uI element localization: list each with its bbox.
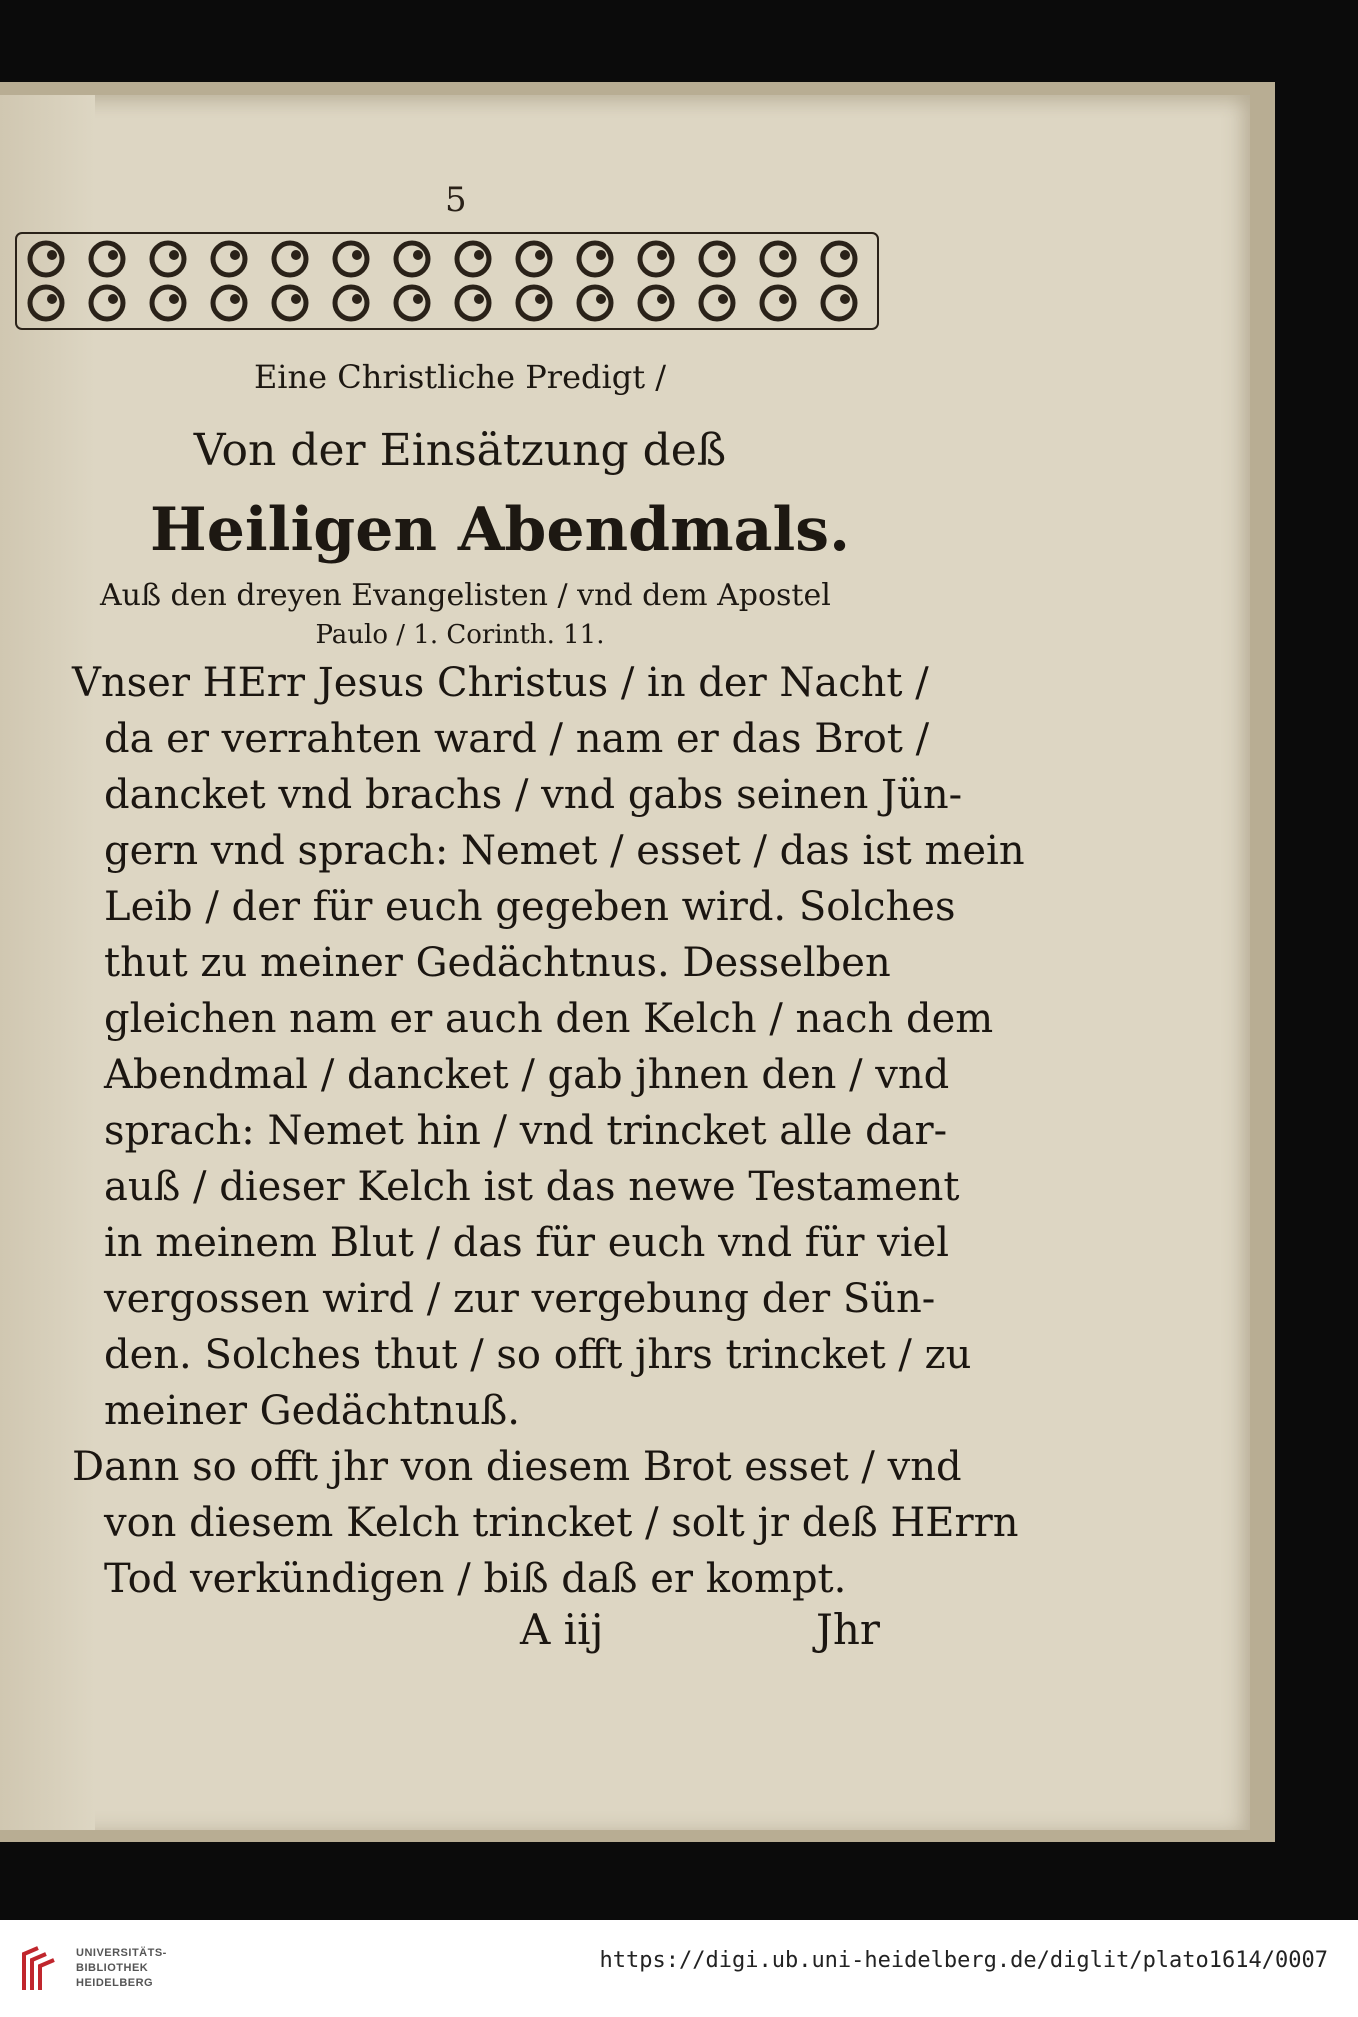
title-line-2: Von der Einsätzung deß bbox=[193, 425, 727, 476]
ornament-dot bbox=[718, 250, 728, 260]
ornament-dot bbox=[535, 294, 545, 304]
ornament-dot bbox=[474, 294, 484, 304]
ornament-dot bbox=[474, 250, 484, 260]
ornament-dot bbox=[779, 294, 789, 304]
library-logo[interactable] bbox=[18, 1940, 178, 2000]
ornament-dot bbox=[291, 294, 301, 304]
ornament-curl bbox=[579, 287, 611, 319]
logo-line: BIBLIOTHEK bbox=[76, 1962, 149, 1974]
library-logo-icon bbox=[18, 1944, 66, 1996]
ornament-curl bbox=[457, 287, 489, 319]
text-line: thut zu meiner Gedächtnus. Desselben bbox=[104, 940, 891, 986]
ornament-dot bbox=[657, 250, 667, 260]
ornament-dot bbox=[718, 294, 728, 304]
ornament-dot bbox=[169, 294, 179, 304]
ornament-dot bbox=[352, 294, 362, 304]
paragraph-2 bbox=[72, 1439, 1019, 1607]
ornament-dot bbox=[596, 294, 606, 304]
ornament-curl bbox=[640, 287, 672, 319]
ornament-dot bbox=[779, 250, 789, 260]
ornament-dot bbox=[840, 250, 850, 260]
ornament-curl bbox=[274, 287, 306, 319]
ornament-dot bbox=[230, 294, 240, 304]
title-line-3: Heiligen Abendmals. bbox=[150, 495, 850, 565]
ornament-curl bbox=[701, 243, 733, 275]
ornament-dot bbox=[169, 250, 179, 260]
ornament-dot bbox=[535, 250, 545, 260]
text-line: Tod verkündigen / biß daß er kompt. bbox=[104, 1556, 847, 1602]
ornament-dot bbox=[108, 250, 118, 260]
ornament-curl bbox=[213, 243, 245, 275]
text-line: da er verrahten ward / nam er das Brot / bbox=[104, 716, 930, 762]
ornament-curl bbox=[579, 243, 611, 275]
text-line: meiner Gedächtnuß. bbox=[104, 1388, 520, 1434]
ornament-curl bbox=[518, 287, 550, 319]
text-line: von diesem Kelch trincket / solt jr deß HErrn bbox=[104, 1500, 1019, 1546]
text-line: gleichen nam er auch den Kelch / nach dem bbox=[104, 996, 994, 1042]
ornament-curl bbox=[335, 243, 367, 275]
viewer-footer-bar bbox=[0, 1920, 1358, 2017]
ornament-curl bbox=[91, 243, 123, 275]
text-line: auß / dieser Kelch ist das newe Testament bbox=[104, 1164, 960, 1210]
text-line: den. Solches thut / so offt jhrs trincket / zu bbox=[104, 1332, 972, 1378]
ornament-dot bbox=[840, 294, 850, 304]
paragraph-1 bbox=[72, 655, 1025, 1439]
text-line: dancket vnd brachs / vnd gabs seinen Jün- bbox=[104, 772, 963, 818]
text-line: Leib / der für euch gegeben wird. Solches bbox=[104, 884, 956, 930]
logo-line: HEIDELBERG bbox=[76, 1977, 154, 1989]
ornament-curl bbox=[396, 243, 428, 275]
title-line-5: Paulo / 1. Corinth. 11. bbox=[315, 620, 605, 650]
ornament-dot bbox=[413, 250, 423, 260]
ornament-dot bbox=[596, 250, 606, 260]
ornament-curl bbox=[274, 243, 306, 275]
sermon-text bbox=[72, 655, 1025, 1607]
ornament-curl bbox=[762, 243, 794, 275]
decorative-ornament-band bbox=[12, 225, 882, 337]
ornament-dot bbox=[352, 250, 362, 260]
ornament-curl bbox=[152, 243, 184, 275]
signature-mark: A iij bbox=[520, 1605, 604, 1654]
text-line: sprach: Nemet hin / vnd trincket alle dar- bbox=[104, 1108, 948, 1154]
text-line: gern vnd sprach: Nemet / esset / das ist mein bbox=[104, 828, 1025, 874]
ornament-curl bbox=[335, 287, 367, 319]
ornament-curl bbox=[457, 243, 489, 275]
ornament-curl bbox=[30, 243, 62, 275]
ornament-curl bbox=[823, 243, 855, 275]
text-line: in meinem Blut / das für euch vnd für viel bbox=[104, 1220, 950, 1266]
page-number: 5 bbox=[445, 180, 467, 220]
title-line-1: Eine Christliche Predigt / bbox=[253, 358, 667, 396]
ornament-curl bbox=[762, 287, 794, 319]
logo-line: UNIVERSITÄTS- bbox=[76, 1947, 167, 1959]
ornament-dot bbox=[47, 294, 57, 304]
ornament-curl bbox=[91, 287, 123, 319]
source-url[interactable]: https://digi.ub.uni-heidelberg.de/diglit/plato1614/0007 bbox=[599, 1948, 1328, 1973]
ornament-dot bbox=[108, 294, 118, 304]
ornament-curl bbox=[701, 287, 733, 319]
ornament-dot bbox=[657, 294, 667, 304]
title-line-4: Auß den dreyen Evangelisten / vnd dem Apostel bbox=[100, 578, 831, 613]
ornament-curl bbox=[396, 287, 428, 319]
ornament-dot bbox=[47, 250, 57, 260]
ornament-dot bbox=[230, 250, 240, 260]
ornament-dot bbox=[413, 294, 423, 304]
ornament-curl bbox=[823, 287, 855, 319]
ornament-curl bbox=[518, 243, 550, 275]
text-line: Dann so offt jhr von diesem Brot esset / vnd bbox=[72, 1444, 962, 1490]
library-logo-text bbox=[76, 1946, 167, 1991]
text-line: vergossen wird / zur vergebung der Sün- bbox=[104, 1276, 936, 1322]
ornament-curl bbox=[152, 287, 184, 319]
ornament-curl bbox=[213, 287, 245, 319]
catchword: Jhr bbox=[816, 1605, 880, 1654]
ornament-dot bbox=[291, 250, 301, 260]
ornament-curl bbox=[640, 243, 672, 275]
text-line: Vnser HErr Jesus Christus / in der Nacht / bbox=[72, 660, 929, 706]
ornament-curl bbox=[30, 287, 62, 319]
page-footer bbox=[520, 1605, 900, 1665]
text-line: Abendmal / dancket / gab jhnen den / vnd bbox=[104, 1052, 950, 1098]
